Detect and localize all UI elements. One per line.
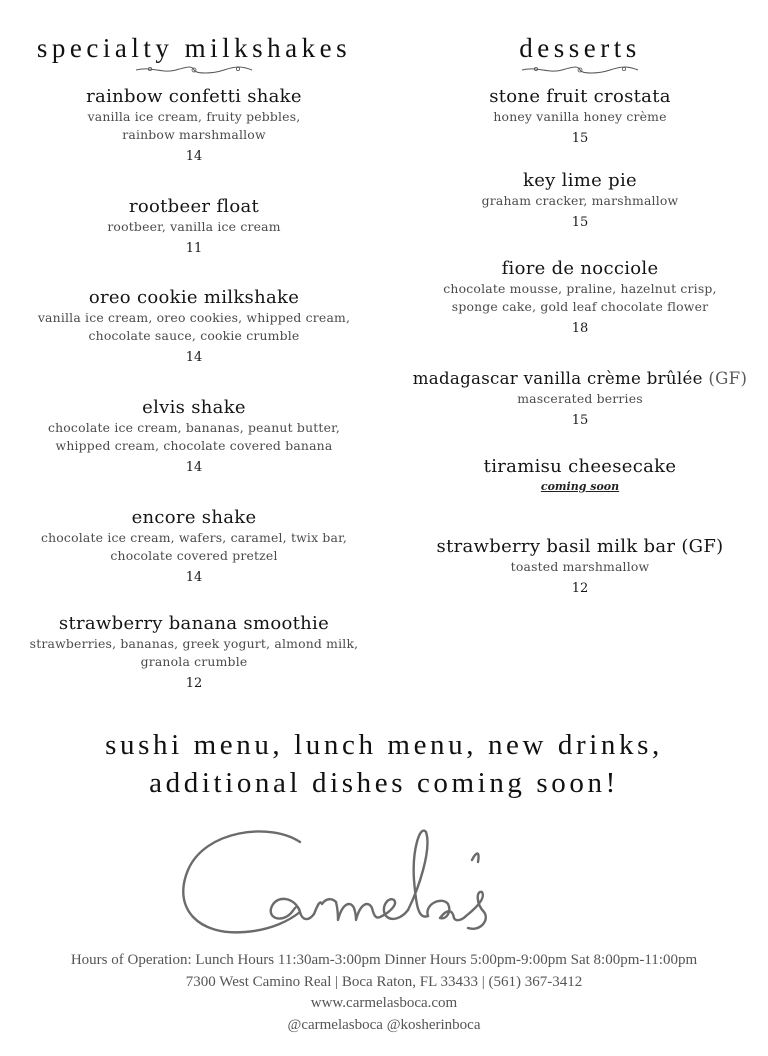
- announcement-line: sushi menu, lunch menu, new drinks,: [105, 729, 663, 761]
- item-name: encore shake: [131, 507, 257, 528]
- address-phone: 7300 West Camino Real | Boca Raton, FL 33433 | (561) 367-3412: [185, 973, 583, 990]
- item-price: 14: [185, 350, 203, 365]
- menu-item: [0, 613, 388, 695]
- item-description: honey vanilla honey crème: [493, 109, 667, 124]
- footer: [0, 950, 768, 1036]
- item-name: elvis shake: [142, 397, 246, 418]
- menu-item: [392, 170, 768, 234]
- item-name: strawberry basil milk bar (GF): [436, 536, 724, 557]
- flourish-divider-icon: [132, 64, 256, 76]
- announcement: [0, 726, 768, 802]
- announcement-line: additional dishes coming soon!: [149, 767, 619, 799]
- menu-item: [0, 86, 388, 168]
- item-price: 14: [185, 570, 203, 585]
- item-description: toasted marshmallow: [510, 559, 650, 574]
- menu-item: [392, 258, 768, 340]
- item-name: tiramisu cheesecake: [483, 456, 677, 477]
- item-description: graham cracker, marshmallow: [481, 193, 679, 208]
- item-price: 15: [571, 215, 589, 230]
- milkshakes-section: [0, 32, 388, 691]
- item-price: 11: [185, 241, 203, 256]
- item-price: 15: [571, 131, 589, 146]
- item-price: 12: [571, 581, 589, 596]
- menu-item: [0, 397, 388, 479]
- item-price: 14: [185, 149, 203, 164]
- desserts-section: [392, 32, 768, 596]
- item-description: chocolate ice cream, bananas, peanut butter, whipped cream, chocolate covered banana: [47, 420, 341, 453]
- item-name: stone fruit crostata: [489, 86, 671, 107]
- hours-of-operation: Hours of Operation: Lunch Hours 11:30am-3:00pm Dinner Hours 5:00pm-9:00pm Sat 8:00pm-11:00pm: [70, 952, 698, 968]
- item-price: 14: [185, 460, 203, 475]
- item-description: vanilla ice cream, fruity pebbles, rainbow marshmallow: [87, 109, 301, 142]
- menu-item: [392, 86, 768, 150]
- social-handles: @carmelasboca @kosherinboca: [287, 1016, 481, 1033]
- item-name: rainbow confetti shake: [86, 86, 302, 107]
- item-name: fiore de nocciole: [501, 258, 659, 279]
- item-name: key lime pie: [523, 170, 637, 191]
- menu-item: [0, 196, 388, 260]
- coming-soon-note: coming soon: [540, 480, 620, 493]
- flourish-divider-icon: [518, 64, 642, 76]
- item-description: strawberries, bananas, greek yogurt, almond milk, granola crumble: [29, 636, 359, 669]
- item-description: rootbeer, vanilla ice cream: [107, 219, 281, 234]
- item-name: rootbeer float: [128, 196, 260, 217]
- item-description: vanilla ice cream, oreo cookies, whipped cream, chocolate sauce, cookie crumble: [37, 310, 351, 343]
- carmelas-logo: [150, 820, 570, 950]
- item-name: strawberry banana smoothie: [58, 613, 330, 634]
- milkshakes-title: specialty milkshakes: [36, 33, 352, 63]
- menu-item: [392, 536, 768, 600]
- item-price: 18: [571, 321, 589, 336]
- item-description: chocolate mousse, praline, hazelnut crisp, sponge cake, gold leaf chocolate flower: [443, 281, 717, 314]
- menu-item: [0, 507, 388, 589]
- item-price: 12: [185, 676, 203, 691]
- item-description: chocolate ice cream, wafers, caramel, twix bar, chocolate covered pretzel: [40, 530, 348, 563]
- desserts-title: desserts: [519, 33, 641, 63]
- website-link[interactable]: www.carmelasboca.com: [310, 995, 458, 1011]
- item-name: oreo cookie milkshake: [88, 287, 300, 308]
- gf-tag: (GF): [708, 369, 748, 388]
- item-description: mascerated berries: [517, 391, 643, 406]
- menu-item: [392, 456, 768, 496]
- item-name-text: madagascar vanilla crème brûlée: [412, 369, 703, 388]
- menu-item: [0, 287, 388, 369]
- item-name: [392, 368, 768, 390]
- item-price: 15: [571, 413, 589, 428]
- menu-item: [392, 368, 768, 432]
